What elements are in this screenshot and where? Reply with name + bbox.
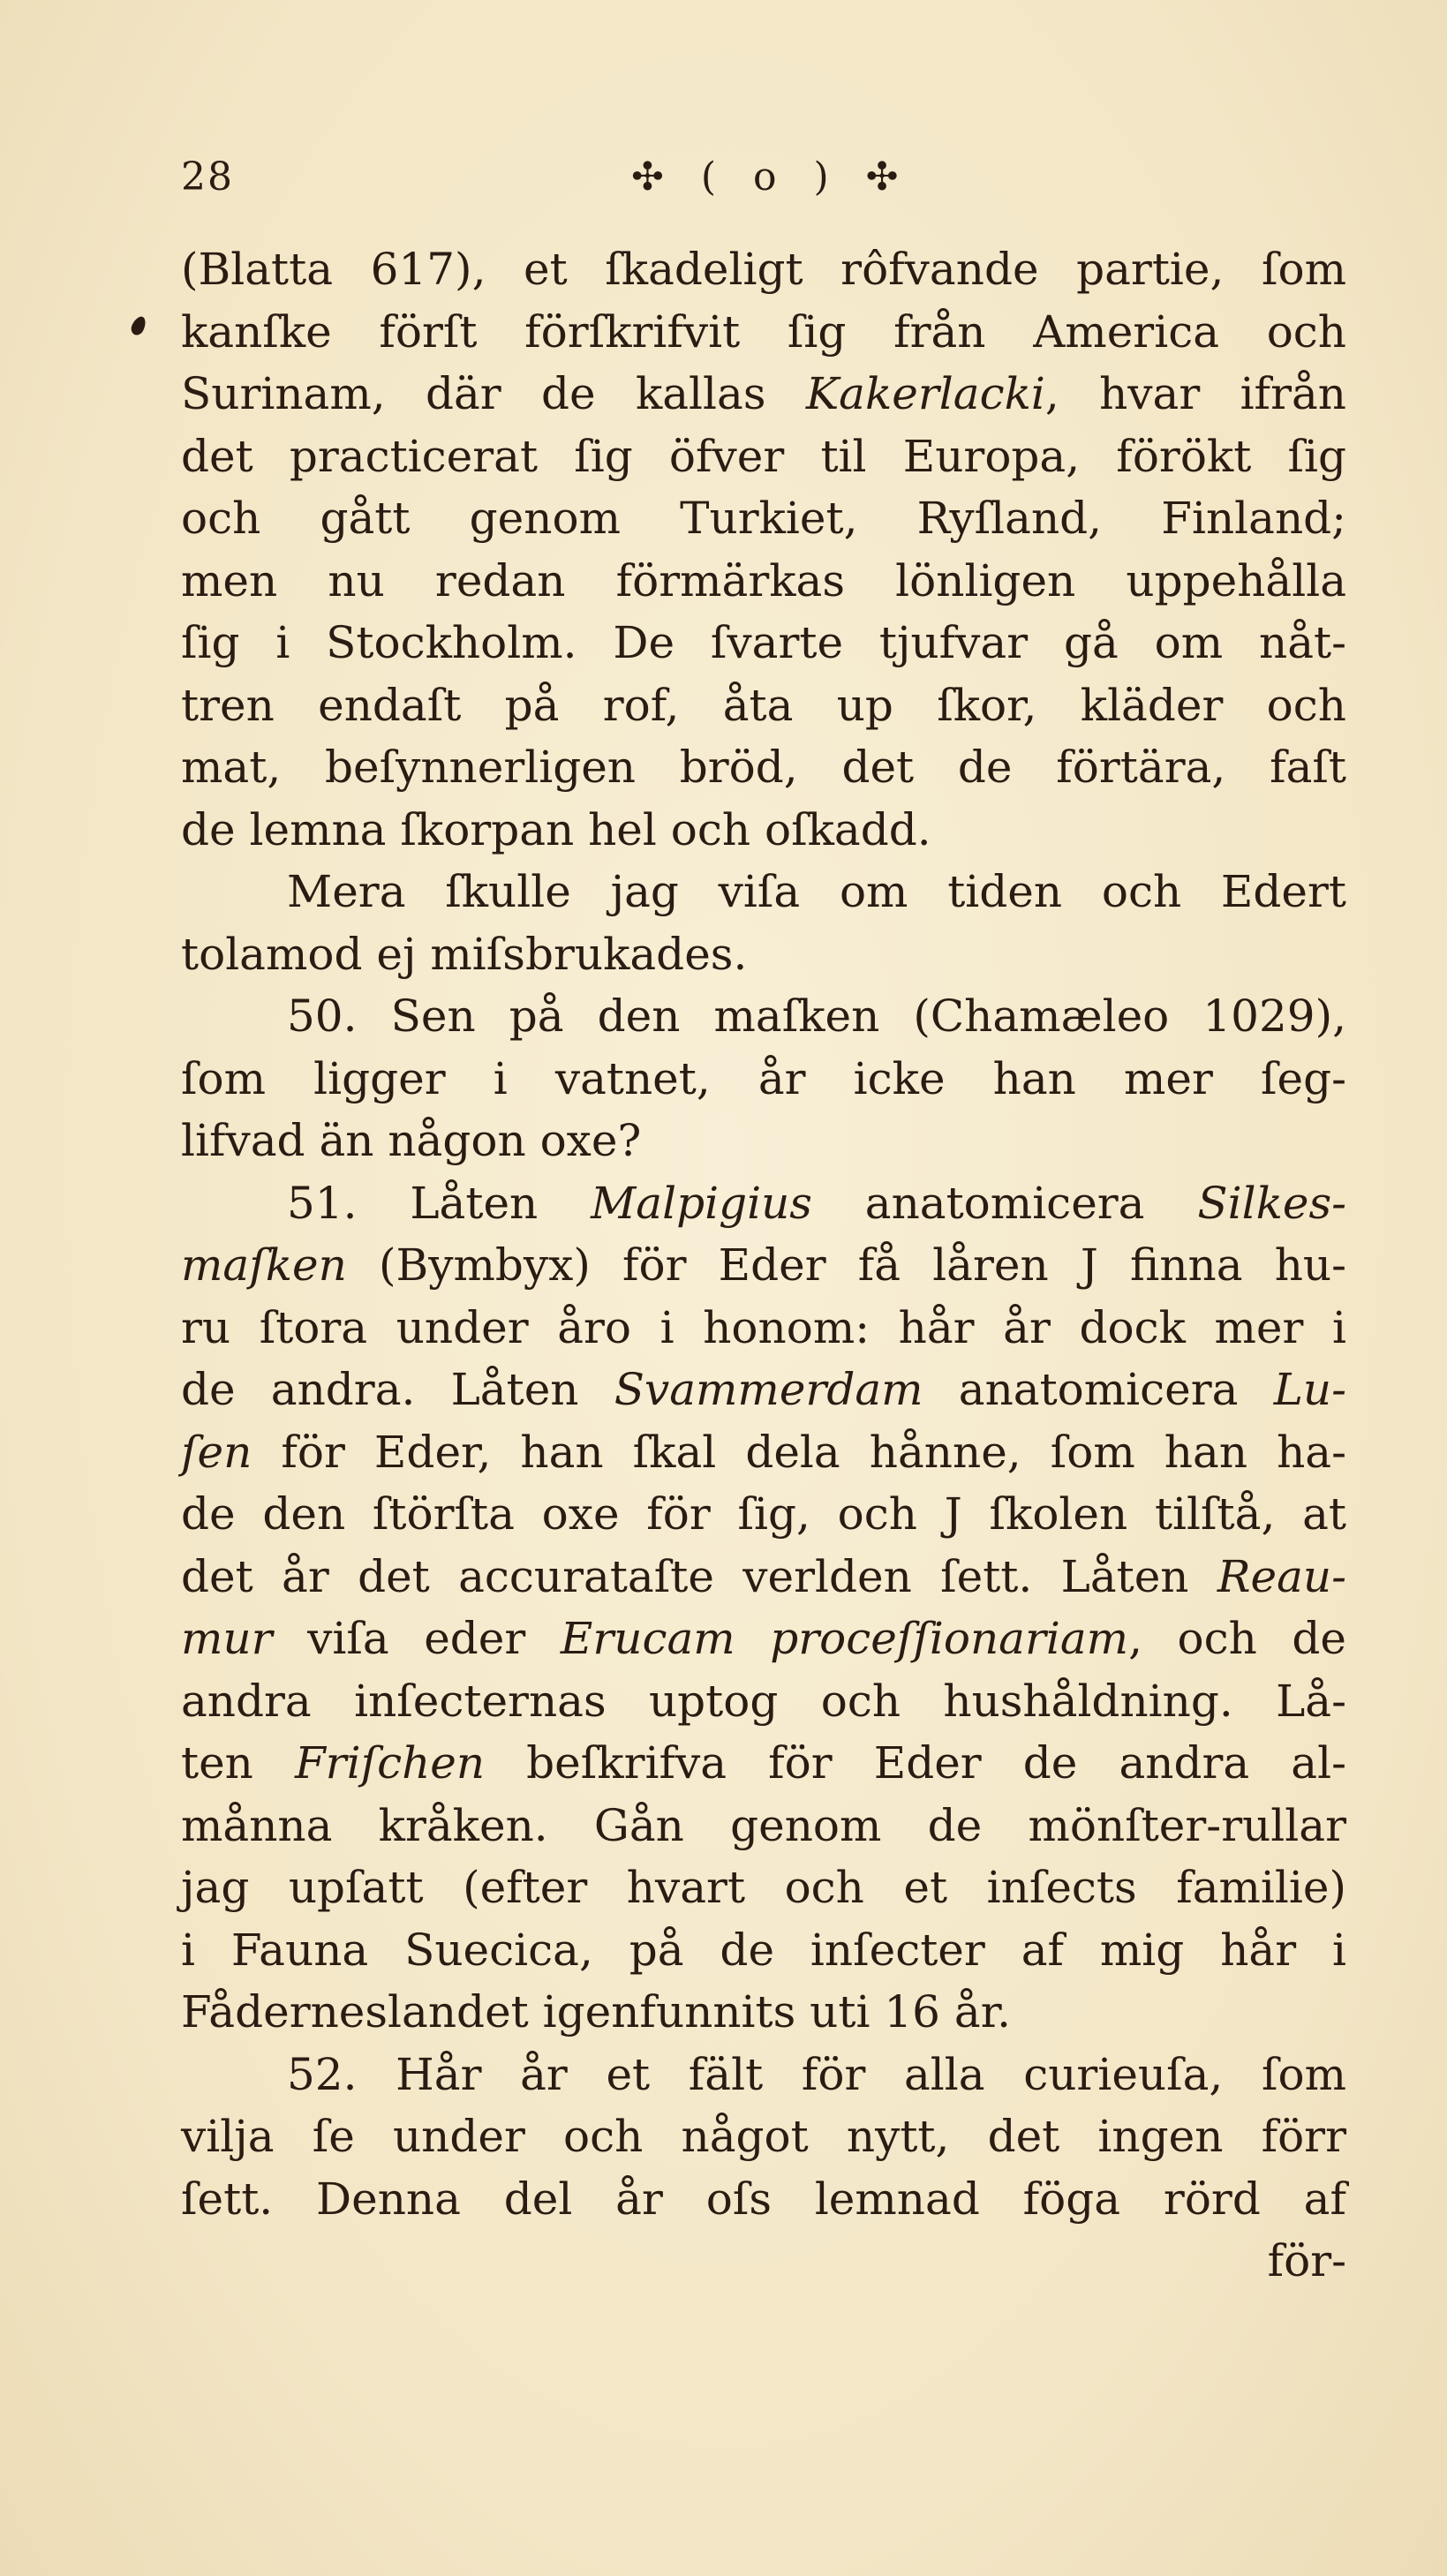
text-line: men nu redan förmärkas lönligen uppehålla [181,554,1346,606]
margin-ink-mark [129,314,148,337]
text-span: beſkrifva för Eder de andra al- [485,1737,1347,1789]
text-line: (Blatta 617), et ſkadeligt rôfvande partie, ſom [181,244,1346,295]
body-text [181,238,1346,2293]
text-line: andra inſecternas uptog och hushåldning. Lå- [181,1675,1346,1727]
text-span: 51. Låten [287,1177,592,1229]
running-head-ornament: ✣ ( o ) ✣ [631,154,911,200]
text-span: för Eder, han ſkal dela hånne, ſom han ha- [252,1426,1346,1478]
text-span: , hvar ifrån [1044,368,1346,419]
text-line: månna kråken. Gån genom de mönſter-rullar [181,1799,1346,1851]
italic-term: Reau- [1217,1550,1346,1602]
text-line: mat, beſynnerligen bröd, det de förtära, faſt [181,742,1346,793]
text-line: det practicerat ſig öfver til Europa, förökt ſig [181,430,1346,482]
text-span: anatomicera [923,1364,1274,1415]
page-header [181,154,1346,225]
text-line: jag upſatt (efter hvart och et inſects familie) [181,1862,1346,1913]
italic-term: Erucam proceſſionariam [560,1613,1129,1664]
italic-term: Silkes- [1197,1177,1347,1229]
italic-term: Malpigius [591,1177,812,1229]
text-line: ſom ligger i vatnet, år icke han mer ſeg- [181,1052,1346,1104]
text-line: 52. Hår år et fält för alla curieuſa, ſom [287,2048,1346,2100]
text-span: ten [181,1737,295,1789]
text-line [181,363,1346,426]
text-line: ru ſtora under åro i honom: hår år dock mer i [181,1301,1346,1353]
italic-term: mur [181,1613,273,1664]
italic-term: maſken [181,1239,347,1291]
text-line [181,1421,1346,1484]
italic-term: Svammerdam [614,1364,923,1415]
text-line: 50. Sen på den maſken (Chamæleo 1029), [287,990,1346,1042]
text-line [181,1234,1346,1297]
text-line: Mera ſkulle jag viſa om tiden och Edert [287,866,1346,917]
text-span: Surinam, där de kallas [181,368,806,419]
text-span: viſa eder [272,1613,561,1664]
text-line [181,1732,1346,1795]
text-line: de lemna ſkorpan hel och oſkadd. [181,803,931,855]
italic-term: Kakerlacki [805,368,1045,419]
text-line: kanſke förſt förſkrifvit ſig från America och [181,305,1346,358]
text-span: , och de [1128,1613,1346,1664]
text-line: Fåderneslandet igenfunnits uti 16 år. [181,1986,1011,2037]
italic-term: ſen [181,1426,252,1478]
text-line: i Fauna Suecica, på de inſecter af mig hår i [181,1924,1346,1976]
text-span: anatomicera [811,1177,1198,1229]
text-line [181,1608,1346,1670]
text-line: tren endaſt på rof, åta up ſkor, kläder och [181,679,1346,731]
text-line: och gått genom Turkiet, Ryſland, Finland; [181,493,1346,544]
italic-term: Friſchen [294,1737,486,1789]
text-line: tolamod ej miſsbrukades. [181,928,748,980]
catchword: för- [1267,2235,1346,2286]
text-span: det år det accurataſte verlden ſett. Låten [181,1550,1217,1602]
text-span: de andra. Låten [181,1364,614,1415]
text-line [181,1546,1346,1608]
text-span: (Bymbyx) för Eder få låren J finna hu- [346,1239,1346,1291]
text-line: lifvad än någon oxe? [181,1115,642,1166]
page-number: 28 [181,154,234,200]
text-line: ſig i Stockholm. De ſvarte tjufvar gå om nåt- [181,617,1346,668]
text-line: ſett. Denna del år oſs lemnad föga rörd af [181,2173,1346,2225]
text-line [181,1359,1346,1421]
text-line [181,1172,1346,1235]
italic-term: Lu- [1273,1364,1346,1415]
text-line: de den ſtörſta oxe för ſig, och J ſkolen tilſtå, at [181,1488,1346,1540]
text-line: vilja ſe under och något nytt, det ingen förr [181,2111,1346,2162]
